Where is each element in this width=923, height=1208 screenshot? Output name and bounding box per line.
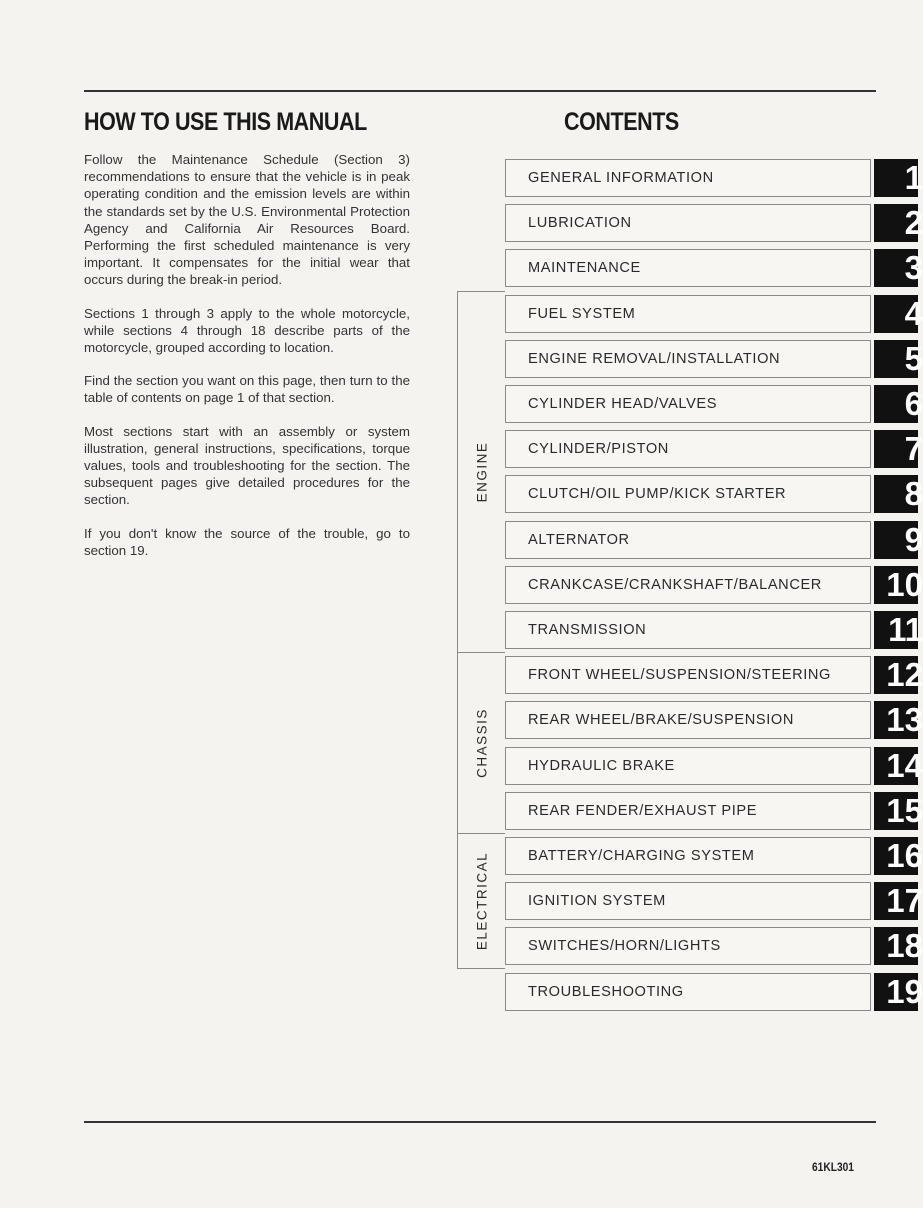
section-tab[interactable] — [874, 249, 923, 287]
top-rule — [84, 90, 876, 92]
toc-entry-label: ALTERNATOR — [528, 532, 630, 548]
toc-entry[interactable] — [505, 385, 871, 423]
toc-entry-label: CYLINDER/PISTON — [528, 441, 669, 457]
section-tab[interactable] — [874, 882, 923, 920]
toc-entry-label: TRANSMISSION — [528, 622, 647, 638]
toc-entry-label: CRANKCASE/CRANKSHAFT/BALANCER — [528, 577, 822, 593]
section-number: 8 — [904, 475, 923, 512]
section-number: 9 — [904, 521, 923, 558]
section-tab[interactable] — [874, 521, 923, 559]
paragraph: Follow the Maintenance Schedule (Section 3) recommendations to ensure that the vehicle is in peak operating condition and the emission levels are within the standards set by the U.S. Environmental Protection Agency and California Air Resources Board. Performing the first scheduled maintenance is very important. It compensates for the initial wear that occurs during the break-in period. — [84, 152, 410, 288]
section-tab[interactable] — [874, 792, 923, 830]
page-code: 61KL301 — [812, 1160, 854, 1174]
section-number: 10 — [886, 566, 923, 603]
section-number: 5 — [904, 340, 923, 377]
toc-entry[interactable] — [505, 837, 871, 875]
section-number: 14 — [886, 747, 923, 784]
toc-entry-label: LUBRICATION — [528, 215, 632, 231]
section-number: 4 — [904, 295, 923, 332]
section-tab[interactable] — [874, 973, 923, 1011]
section-number: 7 — [904, 430, 923, 467]
section-tab[interactable] — [874, 295, 923, 333]
section-tab[interactable] — [874, 747, 923, 785]
section-tab[interactable] — [874, 204, 923, 242]
toc-entry[interactable] — [505, 611, 871, 649]
toc-entry-label: CYLINDER HEAD/VALVES — [528, 396, 718, 412]
toc-entry-label: MAINTENANCE — [528, 260, 641, 276]
section-group-bracket — [457, 652, 505, 834]
section-tab[interactable] — [874, 656, 923, 694]
toc-entry[interactable] — [505, 927, 871, 965]
section-tab[interactable] — [874, 837, 923, 875]
section-tab[interactable] — [874, 340, 923, 378]
section-number: 13 — [886, 701, 923, 738]
section-number: 19 — [886, 973, 923, 1010]
section-group-label: ELECTRICAL — [474, 851, 489, 951]
toc-entry[interactable] — [505, 882, 871, 920]
section-number: 1 — [904, 159, 923, 196]
toc-entry[interactable] — [505, 566, 871, 604]
toc-entry[interactable] — [505, 340, 871, 378]
section-number: 17 — [886, 882, 923, 919]
contents-title: CONTENTS — [564, 108, 679, 136]
toc-entry[interactable] — [505, 973, 871, 1011]
bottom-rule — [84, 1121, 876, 1123]
toc-entry-label: REAR FENDER/EXHAUST PIPE — [528, 803, 758, 819]
toc-entry[interactable] — [505, 792, 871, 830]
paragraph: Most sections start with an assembly or system illustration, general instructions, specifications, torque values, tools and troubleshooting for the section. The subsequent pages give detailed procedures for the section. — [84, 423, 410, 508]
section-tab[interactable] — [874, 927, 923, 965]
how-to-use-heading: HOW TO USE THIS MANUAL — [84, 108, 367, 136]
paragraph: If you don't know the source of the trouble, go to section 19. — [84, 525, 410, 558]
toc-entry-label: SWITCHES/HORN/LIGHTS — [528, 938, 721, 954]
toc-entry[interactable] — [505, 747, 871, 785]
toc-entry[interactable] — [505, 521, 871, 559]
toc-entry-label: REAR WHEEL/BRAKE/SUSPENSION — [528, 712, 794, 728]
section-tab[interactable] — [874, 566, 923, 604]
toc-entry-label: ENGINE REMOVAL/INSTALLATION — [528, 351, 781, 367]
toc-entry-label: CLUTCH/OIL PUMP/KICK STARTER — [528, 486, 787, 502]
section-number: 2 — [904, 204, 923, 241]
section-number: 15 — [886, 792, 923, 829]
toc-entry[interactable] — [505, 656, 871, 694]
section-group-bracket — [457, 833, 505, 969]
instructions — [84, 151, 410, 559]
section-tab[interactable] — [874, 701, 923, 739]
toc-entry-label: FRONT WHEEL/SUSPENSION/STEERING — [528, 667, 831, 683]
toc-entry[interactable] — [505, 295, 871, 333]
section-tab[interactable] — [874, 611, 923, 649]
toc-entry[interactable] — [505, 701, 871, 739]
toc-entry[interactable] — [505, 159, 871, 197]
section-group-label: CHASSIS — [474, 708, 489, 778]
section-group-label: ENGINE — [474, 441, 489, 503]
how-to-use-column — [84, 108, 410, 575]
toc-entry[interactable] — [505, 204, 871, 242]
section-number: 3 — [904, 249, 923, 286]
section-tab[interactable] — [874, 385, 923, 423]
toc-entry-label: BATTERY/CHARGING SYSTEM — [528, 848, 755, 864]
toc-entry[interactable] — [505, 475, 871, 513]
paragraph: Find the section you want on this page, then turn to the table of contents on page 1 of that section. — [84, 373, 410, 406]
section-tab[interactable] — [874, 475, 923, 513]
section-number: 11 — [888, 611, 923, 648]
section-number: 12 — [886, 656, 923, 693]
paragraph: Sections 1 through 3 apply to the whole motorcycle, while sections 4 through 18 describe parts of the motorcycle, grouped according to location. — [84, 305, 410, 356]
section-number: 6 — [904, 385, 923, 422]
toc-entry[interactable] — [505, 249, 871, 287]
section-number: 16 — [886, 837, 923, 874]
toc-entry-label: TROUBLESHOOTING — [528, 984, 684, 1000]
section-number: 18 — [886, 927, 923, 964]
section-tab[interactable] — [874, 430, 923, 468]
section-tab[interactable] — [874, 159, 923, 197]
section-group-bracket — [457, 291, 505, 653]
toc-entry-label: FUEL SYSTEM — [528, 306, 636, 322]
toc-entry[interactable] — [505, 430, 871, 468]
toc-entry-label: GENERAL INFORMATION — [528, 170, 714, 186]
toc-entry-label: HYDRAULIC BRAKE — [528, 758, 675, 774]
toc-entry-label: IGNITION SYSTEM — [528, 893, 666, 909]
